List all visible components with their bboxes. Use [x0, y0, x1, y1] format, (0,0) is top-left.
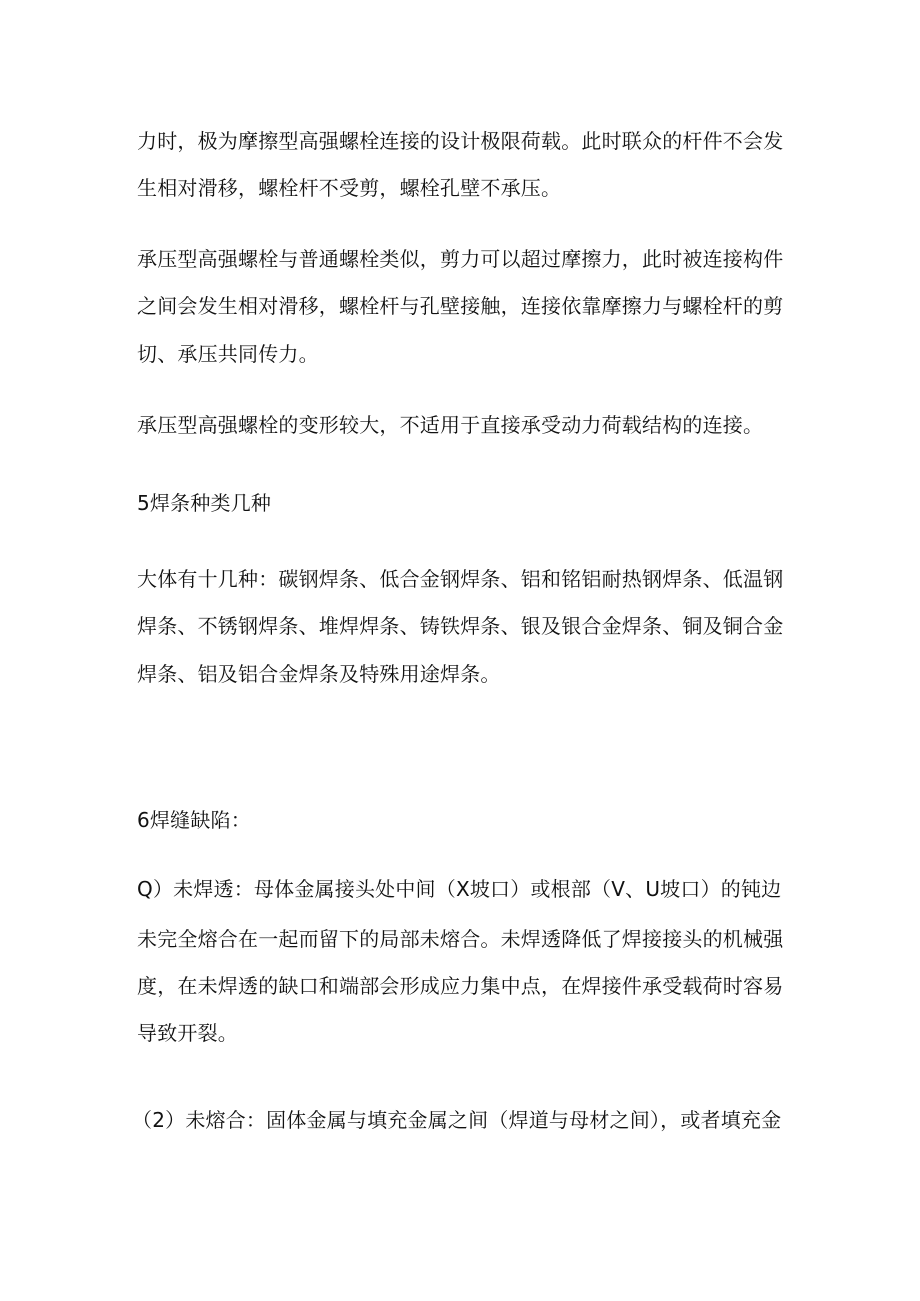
paragraph-line: 生相对滑移，螺栓杆不受剪，螺栓孔壁不承压。 [137, 176, 562, 200]
paragraph-line: 度，在未焊透的缺口和端部会形成应力集中点，在焊接件承受载荷时容易 [137, 974, 784, 998]
paragraph-line: 之间会发生相对滑移，螺栓杆与孔壁接触，连接依靠摩擦力与螺栓杆的剪 [137, 294, 784, 318]
section-heading: 5焊条种类几种 [137, 491, 272, 515]
paragraph-line: 焊条、不锈钢焊条、堆焊焊条、铸铁焊条、银及银合金焊条、铜及铜合金 [137, 614, 784, 638]
paragraph-line: 导致开裂。 [137, 1021, 238, 1045]
paragraph-line: 未完全熔合在一起而留下的局部未熔合。未焊透降低了焊接接头的机械强 [137, 927, 784, 951]
paragraph-line: 力时，极为摩擦型高强螺栓连接的设计极限荷载。此时联众的杆件不会发 [137, 129, 784, 153]
paragraph-line: 承压型高强螺栓与普通螺栓类似，剪力可以超过摩擦力，此时被连接构件 [137, 247, 784, 271]
paragraph-line: 切、承压共同传力。 [137, 342, 319, 366]
paragraph-line: 大体有十几种：碳钢焊条、低合金钢焊条、铝和铭铝耐热钢焊条、低温钢 [137, 567, 784, 591]
paragraph-line: 焊条、铝及铝合金焊条及特殊用途焊条。 [137, 662, 501, 686]
paragraph-line: （2）未熔合：固体金属与填充金属之间（焊道与母材之间），或者填充金 [132, 1108, 782, 1132]
paragraph-line: 承压型高强螺栓的变形较大，不适用于直接承受动力荷载结构的连接。 [137, 413, 764, 437]
paragraph-line: Q）未焊透：母体金属接头处中间（X坡口）或根部（V、U坡口）的钝边 [137, 877, 782, 901]
section-heading: 6焊缝缺陷： [137, 808, 251, 832]
